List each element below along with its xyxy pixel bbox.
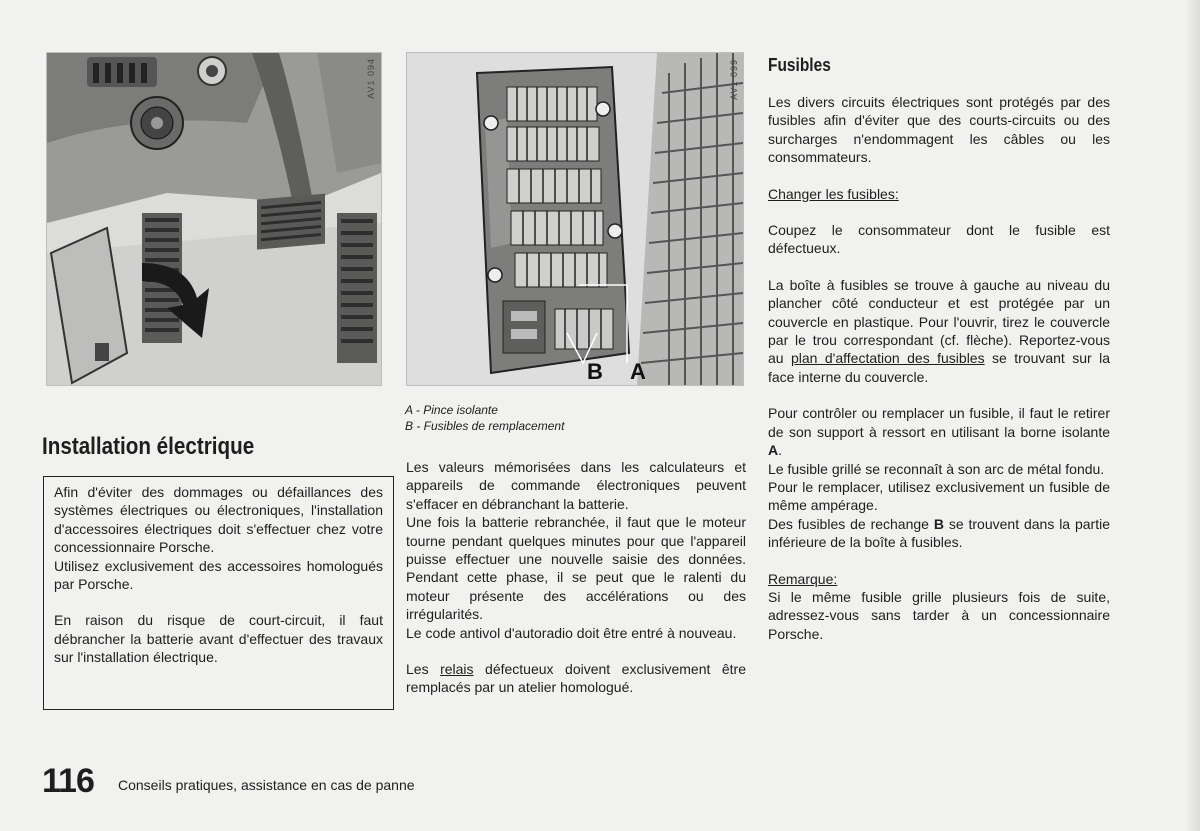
subheading: Changer les fusibles: bbox=[768, 185, 899, 202]
label-b: B bbox=[587, 359, 603, 384]
text-run: Les bbox=[406, 661, 441, 678]
paragraph: Coupez le consommateur dont le fusible est défectueux. bbox=[768, 222, 1110, 257]
figure-reference: AV1 094 bbox=[366, 58, 376, 99]
section-title: Installation électrique bbox=[42, 433, 255, 460]
paragraph bbox=[768, 404, 1110, 459]
figure-caption bbox=[405, 403, 564, 434]
fusibles-title: Fusibles bbox=[768, 55, 831, 75]
dashboard-illustration bbox=[46, 52, 382, 386]
text-run: Des fusibles de rechange bbox=[768, 515, 934, 532]
notice-paragraph: En raison du risque de court-circuit, il faut débrancher la batterie avant d'effectuer des travaux sur l'installation électrique. bbox=[54, 612, 383, 666]
notice-paragraph: Utilisez exclusivement des accessoires homologués par Porsche. bbox=[54, 557, 383, 593]
text-run: Pour contrôler ou remplacer un fusible, il faut le retirer de son support à ressort en utilisant la borne isolante bbox=[768, 405, 1110, 440]
paragraph: Une fois la batterie rebranchée, il faut que le moteur tourne pendant quelques minutes pour que l'appareil puisse effectuer une nouvelle saisie des données. Pendant cette phase, il se peut que le ralenti du moteur présente des accélérations ou des irrégularités. bbox=[406, 514, 746, 623]
label-a: A bbox=[630, 359, 646, 384]
paragraph bbox=[406, 660, 746, 697]
page-edge bbox=[1186, 0, 1200, 831]
paragraph bbox=[768, 276, 1110, 386]
figure-reference: AV1 099 bbox=[729, 59, 739, 100]
paragraph: Les valeurs mémorisées dans les calculateurs et appareils de commande électroniques peuvent s'effacer en débranchant la batterie. bbox=[406, 459, 746, 512]
page-number: 116 bbox=[42, 762, 94, 800]
caption-a: A - Pince isolante bbox=[405, 403, 498, 417]
right-column bbox=[768, 93, 1110, 643]
paragraph: Si le même fusible grille plusieurs fois de suite, adressez-vous sans tarder à un concessionnaire Porsche. bbox=[768, 588, 1110, 642]
text-run: . bbox=[778, 442, 783, 459]
paragraph: Pour le remplacer, utilisez exclusivement un fusible de même ampérage. bbox=[768, 478, 1110, 514]
footer-section: Conseils pratiques, assistance en cas de panne bbox=[118, 777, 415, 793]
fusebox-illustration bbox=[406, 52, 744, 386]
subheading: Remarque: bbox=[768, 570, 838, 587]
paragraph: Le code antivol d'autoradio doit être entré à nouveau. bbox=[406, 624, 737, 641]
paragraph: Les divers circuits électriques sont protégés par des fusibles afin d'éviter que des courts-circuits ou des surcharges n'endommagent les câbles ou les consommateurs. bbox=[768, 94, 1110, 166]
notice-paragraph: Afin d'éviter des dommages ou défaillances des systèmes électriques ou électroniques, l'installation d'accessoires électriques doit s'effectuer chez votre concessionnaire Porsche. bbox=[54, 484, 383, 556]
text-run: La boîte à fusibles se trouve à gauche au niveau du plancher côté conducteur et est protégée par un couvercle en plastique. Pour l'ouvrir, tirez le couvercle par le trou correspondant (cf. flèche). Reportez-vous au bbox=[768, 276, 1110, 367]
text-run: défectueux doivent exclusivement être remplacés par un atelier homologué. bbox=[406, 661, 746, 696]
caption-b: B - Fusibles de remplacement bbox=[405, 418, 565, 433]
paragraph bbox=[768, 515, 1110, 552]
bold-ref: A bbox=[768, 442, 779, 459]
middle-column bbox=[406, 458, 746, 697]
text-run: se trouvant sur la face interne du couvercle. bbox=[768, 350, 1111, 385]
text-run: se trouvent dans la partie inférieure de la boîte à fusibles. bbox=[768, 515, 1110, 551]
bold-ref: B bbox=[933, 515, 944, 532]
notice-box bbox=[43, 476, 394, 710]
relais-link: relais bbox=[440, 661, 474, 678]
paragraph: Le fusible grillé se reconnaît à son arc de métal fondu. bbox=[768, 460, 1105, 477]
fuse-plan-link: plan d'affectation des fusibles bbox=[791, 350, 985, 367]
